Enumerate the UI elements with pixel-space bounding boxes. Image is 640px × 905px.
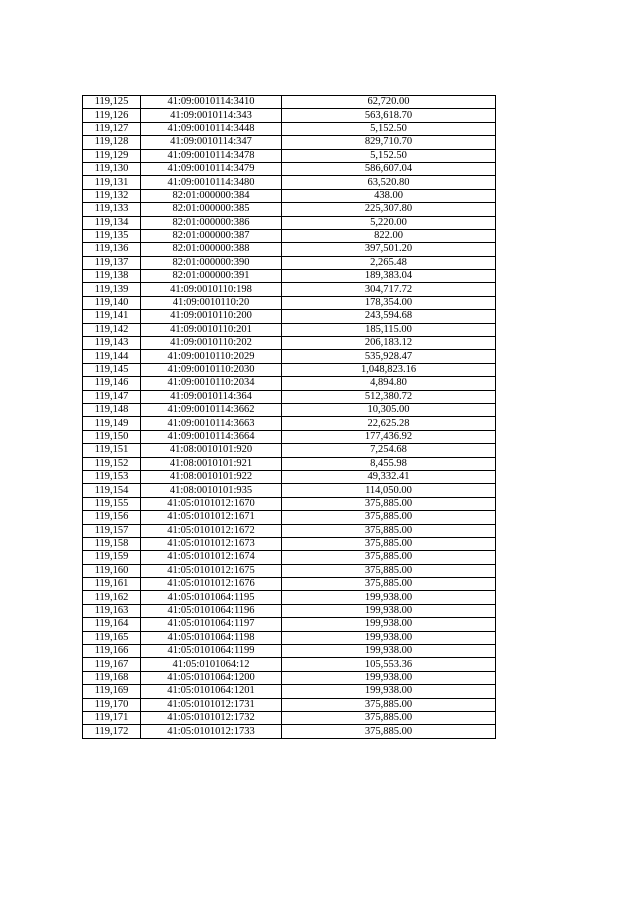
cadastral-number-cell: 41:05:0101012:1732 (141, 711, 282, 724)
value-cell: 375,885.00 (282, 497, 496, 510)
row-number-cell: 119,138 (83, 270, 141, 283)
table-row (83, 671, 496, 684)
table-row (83, 484, 496, 497)
table-row (83, 524, 496, 537)
row-number-cell: 119,143 (83, 337, 141, 350)
value-cell: 199,938.00 (282, 631, 496, 644)
value-cell: 535,928.47 (282, 350, 496, 363)
value-cell: 178,354.00 (282, 296, 496, 309)
cadastral-number-cell: 41:09:0010114:3663 (141, 417, 282, 430)
row-number-cell: 119,154 (83, 484, 141, 497)
table-row (83, 537, 496, 550)
cadastral-number-cell: 41:09:0010114:3410 (141, 96, 282, 109)
table-row (83, 631, 496, 644)
row-number-cell: 119,166 (83, 645, 141, 658)
table-row (83, 243, 496, 256)
cadastral-number-cell: 41:09:0010114:3448 (141, 122, 282, 135)
cadastral-number-cell: 82:01:000000:387 (141, 229, 282, 242)
value-cell: 199,938.00 (282, 604, 496, 617)
row-number-cell: 119,130 (83, 162, 141, 175)
cadastral-number-cell: 41:05:0101012:1676 (141, 578, 282, 591)
row-number-cell: 119,168 (83, 671, 141, 684)
row-number-cell: 119,150 (83, 430, 141, 443)
table-row (83, 390, 496, 403)
row-number-cell: 119,170 (83, 698, 141, 711)
value-cell: 4,894.80 (282, 377, 496, 390)
value-cell: 375,885.00 (282, 725, 496, 738)
row-number-cell: 119,133 (83, 203, 141, 216)
row-number-cell: 119,137 (83, 256, 141, 269)
cadastral-number-cell: 82:01:000000:391 (141, 270, 282, 283)
row-number-cell: 119,142 (83, 323, 141, 336)
table-row (83, 189, 496, 202)
cadastral-number-cell: 82:01:000000:384 (141, 189, 282, 202)
cadastral-number-cell: 41:05:0101012:1670 (141, 497, 282, 510)
row-number-cell: 119,163 (83, 604, 141, 617)
table-row (83, 176, 496, 189)
row-number-cell: 119,155 (83, 497, 141, 510)
row-number-cell: 119,147 (83, 390, 141, 403)
table-row (83, 96, 496, 109)
row-number-cell: 119,159 (83, 551, 141, 564)
value-cell: 375,885.00 (282, 698, 496, 711)
table-row (83, 725, 496, 738)
cadastral-number-cell: 41:05:0101012:1671 (141, 511, 282, 524)
cadastral-number-cell: 82:01:000000:386 (141, 216, 282, 229)
row-number-cell: 119,169 (83, 685, 141, 698)
table-row (83, 270, 496, 283)
row-number-cell: 119,167 (83, 658, 141, 671)
cadastral-number-cell: 41:05:0101064:1198 (141, 631, 282, 644)
table-row (83, 229, 496, 242)
table-row (83, 377, 496, 390)
table-row (83, 162, 496, 175)
value-cell: 225,307.80 (282, 203, 496, 216)
value-cell: 1,048,823.16 (282, 363, 496, 376)
value-cell: 8,455.98 (282, 457, 496, 470)
table-row (83, 310, 496, 323)
cadastral-number-cell: 41:05:0101012:1675 (141, 564, 282, 577)
cadastral-number-cell: 41:05:0101012:1673 (141, 537, 282, 550)
row-number-cell: 119,158 (83, 537, 141, 550)
row-number-cell: 119,135 (83, 229, 141, 242)
table-row (83, 403, 496, 416)
value-cell: 49,332.41 (282, 470, 496, 483)
cadastral-number-cell: 41:09:0010114:3662 (141, 403, 282, 416)
value-cell: 375,885.00 (282, 578, 496, 591)
cadastral-number-cell: 41:05:0101064:1199 (141, 645, 282, 658)
row-number-cell: 119,127 (83, 122, 141, 135)
value-cell: 5,152.50 (282, 149, 496, 162)
row-number-cell: 119,132 (83, 189, 141, 202)
table-row (83, 685, 496, 698)
row-number-cell: 119,171 (83, 711, 141, 724)
table-row (83, 430, 496, 443)
table-row (83, 618, 496, 631)
cadastral-number-cell: 41:05:0101064:1197 (141, 618, 282, 631)
row-number-cell: 119,157 (83, 524, 141, 537)
cadastral-number-cell: 41:09:0010110:200 (141, 310, 282, 323)
cadastral-number-cell: 41:09:0010110:201 (141, 323, 282, 336)
table-row (83, 564, 496, 577)
table-row (83, 604, 496, 617)
value-cell: 10,305.00 (282, 403, 496, 416)
value-cell: 375,885.00 (282, 537, 496, 550)
value-cell: 375,885.00 (282, 511, 496, 524)
value-cell: 563,618.70 (282, 109, 496, 122)
table-row (83, 658, 496, 671)
row-number-cell: 119,136 (83, 243, 141, 256)
cadastral-number-cell: 41:09:0010110:20 (141, 296, 282, 309)
table-row (83, 444, 496, 457)
table-row (83, 149, 496, 162)
cadastral-number-cell: 41:05:0101064:1196 (141, 604, 282, 617)
cadastral-number-cell: 41:09:0010110:2034 (141, 377, 282, 390)
table-row (83, 256, 496, 269)
cadastral-number-cell: 41:09:0010114:364 (141, 390, 282, 403)
row-number-cell: 119,148 (83, 403, 141, 416)
table-row (83, 216, 496, 229)
table-row (83, 363, 496, 376)
row-number-cell: 119,125 (83, 96, 141, 109)
value-cell: 5,220.00 (282, 216, 496, 229)
cadastral-number-cell: 41:09:0010114:3664 (141, 430, 282, 443)
cadastral-number-cell: 82:01:000000:388 (141, 243, 282, 256)
value-cell: 63,520.80 (282, 176, 496, 189)
row-number-cell: 119,164 (83, 618, 141, 631)
table-row (83, 350, 496, 363)
table-row (83, 203, 496, 216)
row-number-cell: 119,151 (83, 444, 141, 457)
cadastral-number-cell: 41:09:0010110:202 (141, 337, 282, 350)
row-number-cell: 119,126 (83, 109, 141, 122)
table-body (83, 96, 496, 739)
table-row (83, 551, 496, 564)
row-number-cell: 119,131 (83, 176, 141, 189)
cadastral-number-cell: 41:05:0101012:1672 (141, 524, 282, 537)
table-row (83, 136, 496, 149)
table-row (83, 337, 496, 350)
cadastral-number-cell: 41:09:0010114:3480 (141, 176, 282, 189)
value-cell: 375,885.00 (282, 551, 496, 564)
row-number-cell: 119,140 (83, 296, 141, 309)
cadastral-number-cell: 41:05:0101064:1201 (141, 685, 282, 698)
value-cell: 189,383.04 (282, 270, 496, 283)
value-cell: 375,885.00 (282, 564, 496, 577)
table-row (83, 296, 496, 309)
table-row (83, 591, 496, 604)
table-row (83, 578, 496, 591)
table-row (83, 711, 496, 724)
cadastral-number-cell: 41:09:0010114:347 (141, 136, 282, 149)
row-number-cell: 119,129 (83, 149, 141, 162)
table-row (83, 122, 496, 135)
value-cell: 114,050.00 (282, 484, 496, 497)
row-number-cell: 119,153 (83, 470, 141, 483)
row-number-cell: 119,172 (83, 725, 141, 738)
cadastral-number-cell: 41:08:0010101:922 (141, 470, 282, 483)
row-number-cell: 119,165 (83, 631, 141, 644)
cadastral-number-cell: 41:09:0010114:3479 (141, 162, 282, 175)
cadastral-number-cell: 41:05:0101064:1200 (141, 671, 282, 684)
value-cell: 375,885.00 (282, 711, 496, 724)
cadastral-number-cell: 82:01:000000:385 (141, 203, 282, 216)
value-cell: 185,115.00 (282, 323, 496, 336)
table-row (83, 645, 496, 658)
value-cell: 199,938.00 (282, 671, 496, 684)
value-cell: 199,938.00 (282, 685, 496, 698)
value-cell: 62,720.00 (282, 96, 496, 109)
cadastral-value-table (82, 95, 496, 739)
cadastral-number-cell: 82:01:000000:390 (141, 256, 282, 269)
value-cell: 822.00 (282, 229, 496, 242)
table-row (83, 698, 496, 711)
value-cell: 199,938.00 (282, 591, 496, 604)
row-number-cell: 119,144 (83, 350, 141, 363)
row-number-cell: 119,161 (83, 578, 141, 591)
table-row (83, 470, 496, 483)
row-number-cell: 119,149 (83, 417, 141, 430)
table-row (83, 457, 496, 470)
cadastral-number-cell: 41:05:0101012:1731 (141, 698, 282, 711)
cadastral-number-cell: 41:09:0010110:2029 (141, 350, 282, 363)
cadastral-number-cell: 41:05:0101064:1195 (141, 591, 282, 604)
cadastral-number-cell: 41:08:0010101:921 (141, 457, 282, 470)
value-cell: 105,553.36 (282, 658, 496, 671)
cadastral-number-cell: 41:05:0101012:1674 (141, 551, 282, 564)
value-cell: 586,607.04 (282, 162, 496, 175)
value-cell: 397,501.20 (282, 243, 496, 256)
table-row (83, 511, 496, 524)
row-number-cell: 119,134 (83, 216, 141, 229)
value-cell: 206,183.12 (282, 337, 496, 350)
value-cell: 304,717.72 (282, 283, 496, 296)
row-number-cell: 119,156 (83, 511, 141, 524)
cadastral-number-cell: 41:09:0010114:3478 (141, 149, 282, 162)
value-cell: 2,265.48 (282, 256, 496, 269)
value-cell: 177,436.92 (282, 430, 496, 443)
row-number-cell: 119,160 (83, 564, 141, 577)
value-cell: 5,152.50 (282, 122, 496, 135)
value-cell: 829,710.70 (282, 136, 496, 149)
value-cell: 7,254.68 (282, 444, 496, 457)
table-row (83, 497, 496, 510)
value-cell: 243,594.68 (282, 310, 496, 323)
row-number-cell: 119,141 (83, 310, 141, 323)
value-cell: 438.00 (282, 189, 496, 202)
value-cell: 199,938.00 (282, 645, 496, 658)
cadastral-number-cell: 41:05:0101064:12 (141, 658, 282, 671)
table-row (83, 417, 496, 430)
row-number-cell: 119,128 (83, 136, 141, 149)
value-cell: 199,938.00 (282, 618, 496, 631)
cadastral-number-cell: 41:08:0010101:920 (141, 444, 282, 457)
row-number-cell: 119,152 (83, 457, 141, 470)
row-number-cell: 119,162 (83, 591, 141, 604)
row-number-cell: 119,146 (83, 377, 141, 390)
table-row (83, 323, 496, 336)
cadastral-number-cell: 41:09:0010114:343 (141, 109, 282, 122)
cadastral-number-cell: 41:09:0010110:2030 (141, 363, 282, 376)
table-row (83, 109, 496, 122)
value-cell: 512,380.72 (282, 390, 496, 403)
row-number-cell: 119,139 (83, 283, 141, 296)
value-cell: 375,885.00 (282, 524, 496, 537)
cadastral-number-cell: 41:08:0010101:935 (141, 484, 282, 497)
table-row (83, 283, 496, 296)
cadastral-number-cell: 41:05:0101012:1733 (141, 725, 282, 738)
value-cell: 22,625.28 (282, 417, 496, 430)
cadastral-number-cell: 41:09:0010110:198 (141, 283, 282, 296)
row-number-cell: 119,145 (83, 363, 141, 376)
